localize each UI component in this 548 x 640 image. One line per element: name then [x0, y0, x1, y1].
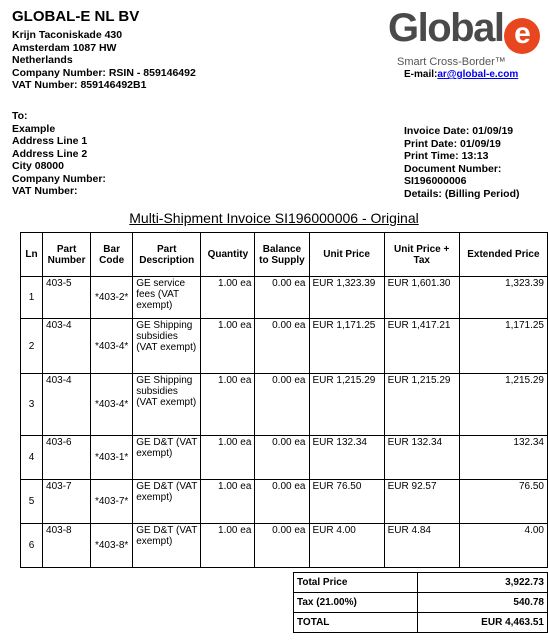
company-name: GLOBAL-E NL BV	[12, 8, 140, 25]
cell-ln: 4	[21, 436, 43, 480]
recipient-line: Company Number:	[12, 172, 106, 185]
recipient-line: Address Line 1	[12, 135, 88, 147]
col-header: Part Number	[43, 233, 91, 277]
cell-quantity: 1.00 ea	[201, 277, 255, 319]
invoice-info-line: Print Time: 13:13	[404, 150, 489, 162]
cell-quantity: 1.00 ea	[201, 480, 255, 524]
cell-unit-price-tax: EUR 132.34	[384, 436, 459, 480]
cell-extended-price: 1,323.39	[459, 277, 547, 319]
col-header: Ln	[21, 233, 43, 277]
cell-bar-code: *403-4*	[91, 374, 133, 436]
cell-extended-price: 1,171.25	[459, 319, 547, 374]
address-line: Krijn Taconiskade 430	[12, 29, 123, 41]
cell-description: GE Shipping subsidies (VAT exempt)	[133, 319, 201, 374]
col-header: Quantity	[201, 233, 255, 277]
tax-value: 540.78	[418, 593, 548, 613]
cell-unit-price-tax: EUR 92.57	[384, 480, 459, 524]
cell-ln: 3	[21, 374, 43, 436]
invoice-info-line: Document Number:	[404, 162, 502, 175]
recipient-line: Address Line 2	[12, 147, 88, 160]
email-line	[404, 69, 518, 80]
cell-balance: 0.00 ea	[255, 436, 309, 480]
table-row	[21, 374, 548, 436]
cell-balance: 0.00 ea	[255, 480, 309, 524]
cell-balance: 0.00 ea	[255, 319, 309, 374]
cell-description: GE D&T (VAT exempt)	[133, 436, 201, 480]
cell-bar-code: *403-8*	[91, 524, 133, 568]
cell-ln: 6	[21, 524, 43, 568]
cell-part-number: 403-4	[43, 374, 91, 436]
cell-description: GE D&T (VAT exempt)	[133, 480, 201, 524]
table-row	[21, 319, 548, 374]
grand-total-value: EUR 4,463.51	[418, 613, 548, 633]
cell-balance: 0.00 ea	[255, 277, 309, 319]
col-header: Extended Price	[459, 233, 547, 277]
col-header: Unit Price + Tax	[384, 233, 459, 277]
cell-unit-price: EUR 1,171.25	[309, 319, 384, 374]
totals-row	[294, 613, 548, 633]
cell-description: GE service fees (VAT exempt)	[133, 277, 201, 319]
table-row	[21, 480, 548, 524]
cell-unit-price: EUR 1,323.39	[309, 277, 384, 319]
company-number: Company Number: RSIN - 859146492	[12, 66, 196, 79]
logo-e-icon: e	[504, 18, 540, 54]
address-line: Amsterdam 1087 HW	[12, 41, 117, 54]
logo-tagline: Smart Cross-Border™	[397, 56, 506, 68]
cell-ln: 2	[21, 319, 43, 374]
line-items-table	[20, 232, 548, 568]
cell-part-number: 403-6	[43, 436, 91, 480]
cell-unit-price-tax: EUR 1,215.29	[384, 374, 459, 436]
cell-unit-price-tax: EUR 4.84	[384, 524, 459, 568]
cell-ln: 1	[21, 277, 43, 319]
vat-number: VAT Number: 859146492B1	[12, 79, 147, 91]
cell-balance: 0.00 ea	[255, 374, 309, 436]
cell-part-number: 403-8	[43, 524, 91, 568]
cell-extended-price: 1,215.29	[459, 374, 547, 436]
cell-quantity: 1.00 ea	[201, 374, 255, 436]
cell-unit-price-tax: EUR 1,601.30	[384, 277, 459, 319]
cell-description: GE D&T (VAT exempt)	[133, 524, 201, 568]
cell-ln: 5	[21, 480, 43, 524]
total-price-label: Total Price	[294, 573, 418, 593]
to-label: To:	[12, 110, 28, 122]
email-label: E-mail:	[404, 69, 438, 80]
cell-part-number: 403-7	[43, 480, 91, 524]
recipient-line: VAT Number:	[12, 185, 78, 197]
table-row	[21, 436, 548, 480]
cell-quantity: 1.00 ea	[201, 436, 255, 480]
invoice-info-line: SI196000006	[404, 175, 467, 187]
cell-quantity: 1.00 ea	[201, 319, 255, 374]
cell-quantity: 1.00 ea	[201, 524, 255, 568]
cell-bar-code: *403-2*	[91, 277, 133, 319]
address-line: Netherlands	[12, 54, 73, 66]
invoice-title: Multi-Shipment Invoice SI196000006 - Original	[129, 210, 419, 226]
cell-part-number: 403-4	[43, 319, 91, 374]
cell-extended-price: 132.34	[459, 436, 547, 480]
recipient-name: Example	[12, 122, 56, 135]
recipient-line: City 08000	[12, 160, 64, 172]
cell-unit-price: EUR 132.34	[309, 436, 384, 480]
cell-balance: 0.00 ea	[255, 524, 309, 568]
col-header: Bar Code	[91, 233, 133, 277]
col-header: Unit Price	[309, 233, 384, 277]
invoice-info	[404, 125, 520, 200]
invoice-info-line: Details: (Billing Period)	[404, 187, 520, 200]
total-price-value: 3,922.73	[418, 573, 548, 593]
cell-unit-price: EUR 1,215.29	[309, 374, 384, 436]
globale-logo	[388, 6, 544, 62]
totals-table	[293, 572, 548, 633]
totals-row	[294, 593, 548, 613]
company-address	[12, 29, 196, 92]
totals-row	[294, 573, 548, 593]
cell-unit-price: EUR 4.00	[309, 524, 384, 568]
cell-description: GE Shipping subsidies (VAT exempt)	[133, 374, 201, 436]
grand-total-label: TOTAL	[294, 613, 418, 633]
cell-bar-code: *403-1*	[91, 436, 133, 480]
table-row	[21, 524, 548, 568]
cell-part-number: 403-5	[43, 277, 91, 319]
table-row	[21, 277, 548, 319]
tax-label: Tax (21.00%)	[294, 593, 418, 613]
cell-unit-price-tax: EUR 1,417.21	[384, 319, 459, 374]
invoice-info-line: Print Date: 01/09/19	[404, 137, 501, 150]
cell-bar-code: *403-4*	[91, 319, 133, 374]
cell-bar-code: *403-7*	[91, 480, 133, 524]
col-header: Part Description	[133, 233, 201, 277]
email-link[interactable]: ar@global-e.com	[437, 69, 519, 80]
cell-unit-price: EUR 76.50	[309, 480, 384, 524]
table-header-row	[21, 233, 548, 277]
cell-extended-price: 4.00	[459, 524, 547, 568]
col-header: Balance to Supply	[255, 233, 309, 277]
logo-text: Global	[388, 6, 504, 50]
cell-extended-price: 76.50	[459, 480, 547, 524]
invoice-info-line: Invoice Date: 01/09/19	[404, 125, 514, 137]
recipient-block	[12, 110, 106, 198]
